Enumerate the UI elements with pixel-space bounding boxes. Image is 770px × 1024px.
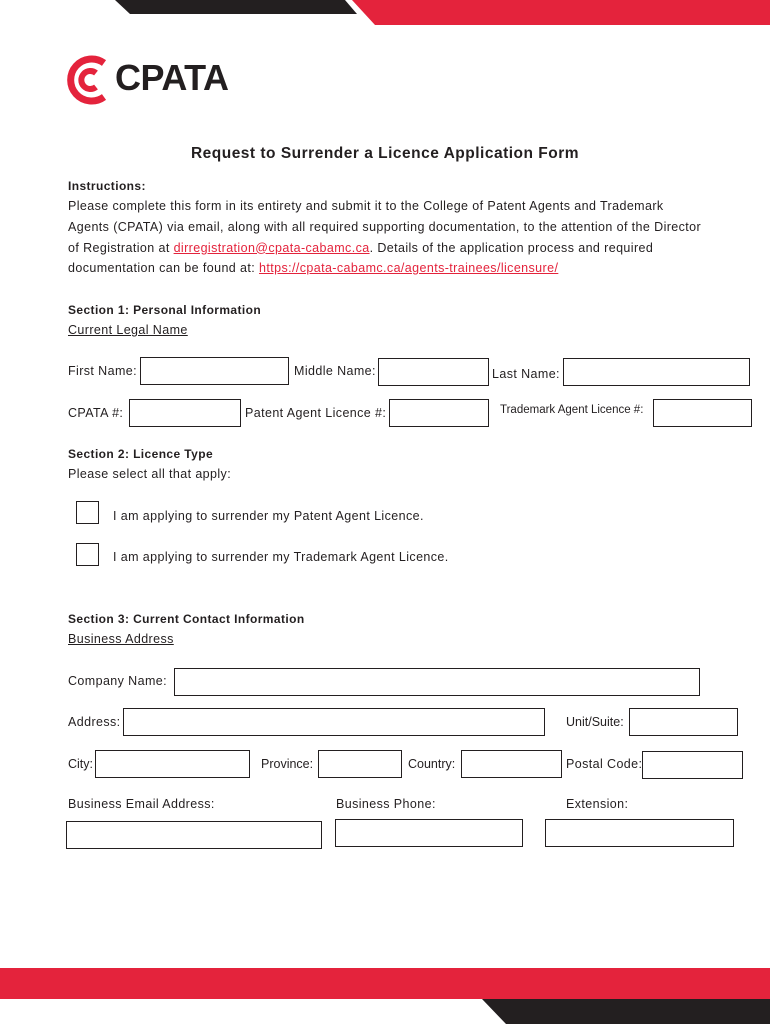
extension-field[interactable] xyxy=(545,819,734,847)
instructions-heading: Instructions: xyxy=(68,179,146,193)
patent-licence-label: Patent Agent Licence #: xyxy=(245,406,387,420)
trademark-surrender-checkbox[interactable] xyxy=(76,543,99,566)
business-email-label: Business Email Address: xyxy=(68,797,215,811)
city-label: City: xyxy=(68,757,93,771)
country-field[interactable] xyxy=(461,750,562,778)
country-label: Country: xyxy=(408,757,456,771)
unit-suite-label: Unit/Suite: xyxy=(566,715,624,729)
cpata-logo-mark-icon xyxy=(63,54,117,106)
city-field[interactable] xyxy=(95,750,250,778)
footer-dark-bar xyxy=(482,999,770,1024)
extension-label: Extension: xyxy=(566,797,629,811)
section2-instruction: Please select all that apply: xyxy=(68,467,232,481)
last-name-label: Last Name: xyxy=(492,367,560,381)
middle-name-label: Middle Name: xyxy=(294,364,376,378)
last-name-field[interactable] xyxy=(563,358,750,386)
middle-name-field[interactable] xyxy=(378,358,489,386)
cpata-logo xyxy=(63,54,253,106)
company-name-label: Company Name: xyxy=(68,674,167,688)
licensure-url-link[interactable]: https://cpata-cabamc.ca/agents-trainees/licensure/ xyxy=(259,261,559,276)
section3-subheading: Business Address xyxy=(68,632,174,646)
province-label: Province: xyxy=(261,757,314,771)
postal-code-label: Postal Code: xyxy=(566,757,643,771)
trademark-licence-field[interactable] xyxy=(653,399,752,427)
header-decoration xyxy=(0,0,770,30)
trademark-surrender-label: I am applying to surrender my Trademark Agent Licence. xyxy=(113,550,449,564)
province-field[interactable] xyxy=(318,750,402,778)
logo-wordmark: CPATA xyxy=(115,57,229,98)
instructions-text xyxy=(68,196,708,279)
registration-email-link[interactable]: dirregistration@cpata-cabamc.ca xyxy=(173,240,370,255)
instructions-part-2: . Details of the application process and required documentation can be found at: xyxy=(68,240,654,276)
section2-heading: Section 2: Licence Type xyxy=(68,447,214,461)
first-name-label: First Name: xyxy=(68,364,137,378)
instructions-part-1: Please complete this form in its entirety and submit it to the College of Patent Agents and Trademark Agents (CPATA) via email, along with all required supporting documentation, to the attention of the Director of Registration at xyxy=(68,199,702,255)
header-dark-bar xyxy=(115,0,357,14)
patent-surrender-label: I am applying to surrender my Patent Agent Licence. xyxy=(113,509,424,523)
form-title: Request to Surrender a Licence Application Form xyxy=(190,145,580,162)
address-label: Address: xyxy=(68,715,121,729)
postal-code-field[interactable] xyxy=(642,751,743,779)
business-phone-label: Business Phone: xyxy=(336,797,436,811)
unit-suite-field[interactable] xyxy=(629,708,738,736)
business-phone-field[interactable] xyxy=(335,819,523,847)
section3-heading: Section 3: Current Contact Information xyxy=(68,612,305,626)
footer-decoration xyxy=(0,968,770,1024)
address-field[interactable] xyxy=(123,708,545,736)
cpata-number-field[interactable] xyxy=(129,399,241,427)
business-email-field[interactable] xyxy=(66,821,322,849)
patent-surrender-checkbox[interactable] xyxy=(76,501,99,524)
patent-licence-field[interactable] xyxy=(389,399,489,427)
cpata-number-label: CPATA #: xyxy=(68,406,124,420)
footer-red-bar xyxy=(0,968,770,999)
section1-heading: Section 1: Personal Information xyxy=(68,303,262,317)
first-name-field[interactable] xyxy=(140,357,289,385)
section1-subheading: Current Legal Name xyxy=(68,323,188,337)
company-name-field[interactable] xyxy=(174,668,700,696)
trademark-licence-label: Trademark Agent Licence #: xyxy=(500,404,644,416)
header-red-bar xyxy=(352,0,770,25)
